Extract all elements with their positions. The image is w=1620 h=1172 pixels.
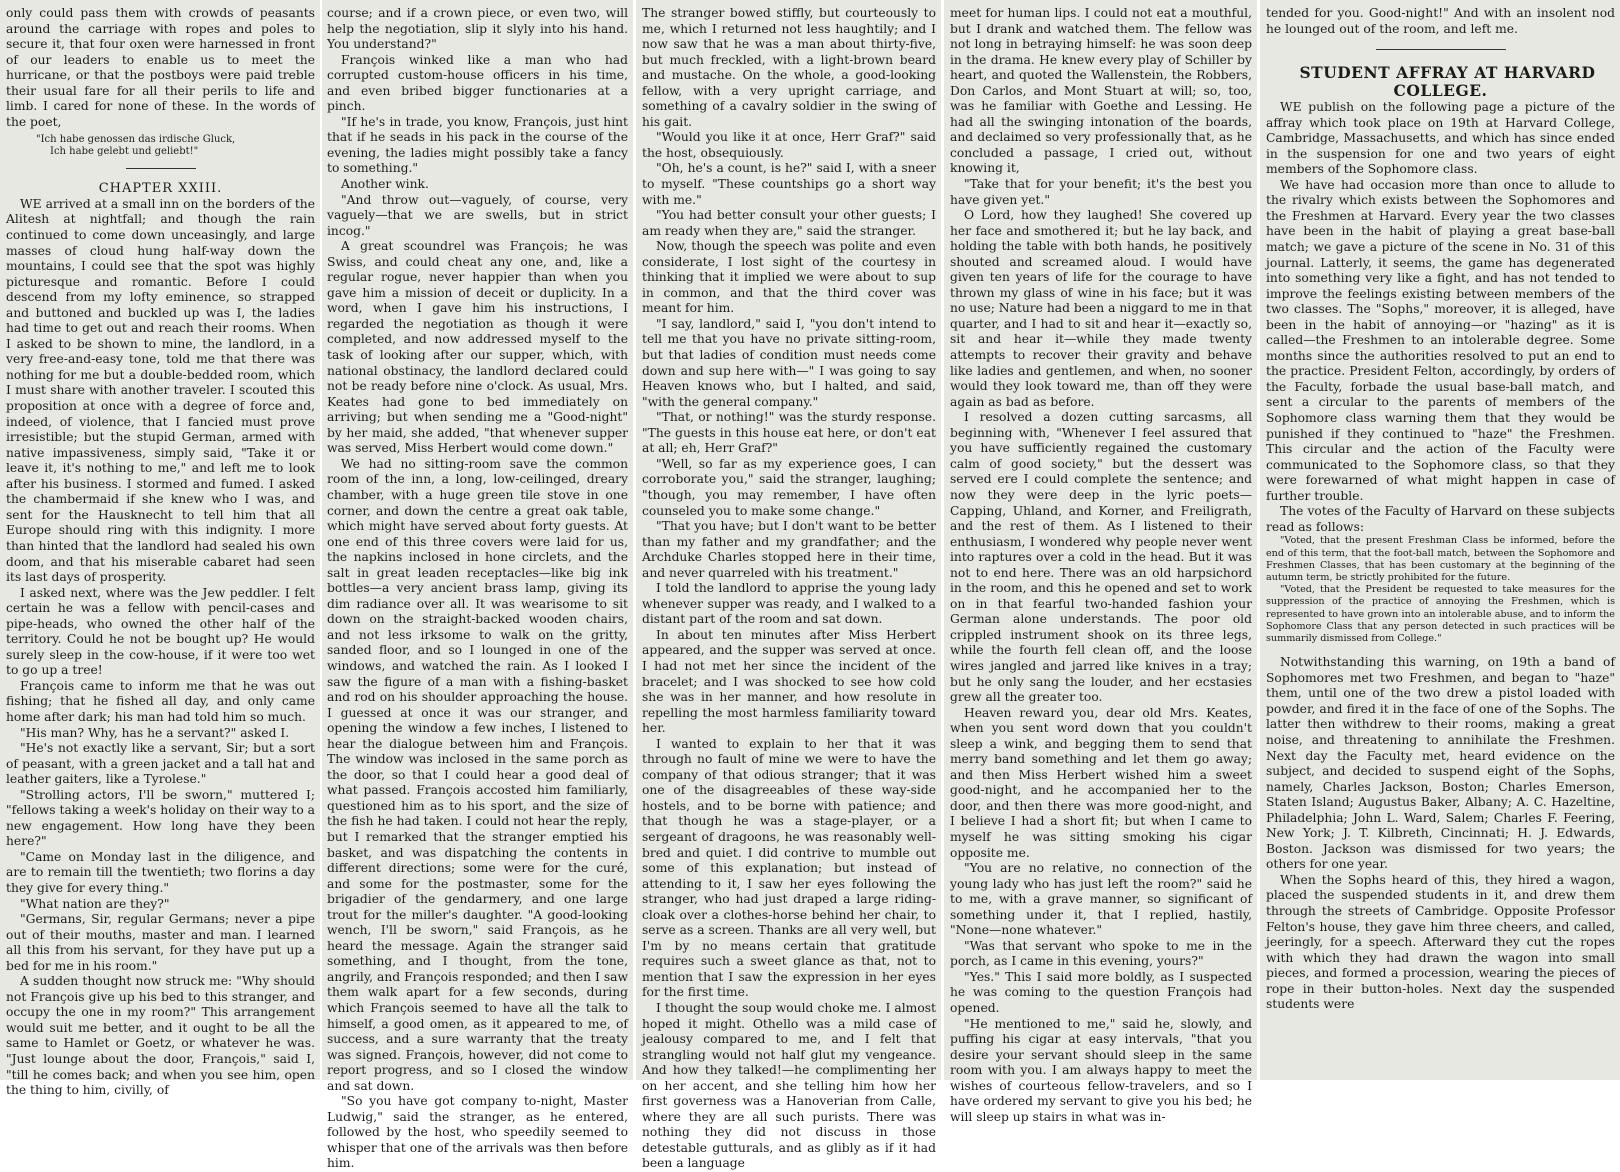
paragraph: In about ten minutes after Miss Herbert appeared, and the supper was served at once. I had not met her since the incident of the bracelet; and I was shocked to see how cold she was in her manner, and how resolute in repelling the most harmless familiarity toward her. — [642, 627, 936, 736]
article-headline: STUDENT AFFRAY AT HARVARD COLLEGE. — [1299, 63, 1596, 101]
faculty-vote-quote: "Voted, that the present Freshman Class be informed, before the end of this term, that the foot-ball match, between the Sophomore and Freshmen Classes, that has been customary at the beginning of the autumn term, be strictly prohibited for the future. — [1266, 535, 1615, 584]
column-4 — [944, 0, 1257, 1124]
paragraph: "So you have got company to-night, Master Ludwig," said the stranger, as he entered, followed by the host, who speedily seemed to whisper that one of the arrivals was then before him. — [327, 1094, 628, 1171]
paragraph: "He mentioned to me," said he, slowly, and puffing his cigar at easy intervals, "that you desire your servant should sleep in the same room with you. I am always happy to meet the wishes of courteous fellow-travelers, and so I have ordered my servant to give you his bed; he will sleep up stairs in what was in- — [950, 1016, 1252, 1124]
paragraph: "Well, so far as my experience goes, I can corroborate you," said the stranger, laughing; "though, you may remember, I have often counseled you to make some change." — [642, 456, 936, 518]
paragraph: I wanted to explain to her that it was through no fault of mine we were to have the company of that odious stranger; that it was one of the disagreeables of these way-side hostels, and to be borne with patience; and that though he was a stage-player, or a sergeant of dragoons, he was reasonably well-bred and quiet. I did contrive to mumble out some of this explanation; but instead of attending to it, I saw her eyes following the stranger, who had just draped a large riding-cloak over a clothes-horse behind her chair, to serve as a screen. Thanks are all very well, but I'm by no means certain that gratitude requires such a sweet glance as that, not to mention that I saw the expression in her eyes for the first time. — [642, 736, 936, 1000]
verse-quote — [36, 134, 315, 158]
section-rule — [126, 168, 196, 169]
paragraph: "Oh, he's a count, is he?" said I, with a sneer to myself. "These countships go a short way with me." — [642, 161, 936, 207]
paragraph: We had no sitting-room save the common room of the inn, a long, low-ceilinged, dreary chamber, with a huge green tile stove in one corner, and down the centre a great oak table, which might have served about forty guests. At one end of this three covers were laid for us, the napkins inclosed in hone circlets, and the salt in great leaden receptacles—like big ink bottles—a very ancient brass lamp, giving its dim radiance over all. It was wearisome to sit down on the straight-backed wooden chairs, and not less irksome to walk on the gritty, sanded floor, and so I lounged in one of the windows, and watched the rain. As I looked I saw the figure of a man with a fishing-basket and rod on his shoulder approaching the house. I guessed at once it was our stranger, and opening the window a few inches, I listened to hear the dialogue between him and François. The window was inclosed in the same porch as the door, so that I could hear a good deal of what passed. François accosted him familiarly, questioned him as to his sport, and the size of the fish he had taken. I could not hear the reply, but I remarked that the stranger emptied his basket, and was dispatching the contents in different directions; some were for the curé, and some for the postmaster, some for the brigadier of the gendarmery, and one large trout for the miller's daughter. "A good-looking wench, I'll be sworn," said François, as he heard the message. Again the stranger said something, and I thought, from the tone, angrily, and François responded; and then I saw them walk apart for a few seconds, during which François seemed to have all the talk to himself, a good omen, as it appeared to me, of success, and a sure warranty that the treaty was signed. François, however, did not come to report progress, and so I closed the window and sat down. — [327, 456, 628, 1093]
paragraph: A great scoundrel was François; he was Swiss, and could cheat any one, and, like a regular rogue, never happier than when you gave him a mission of deceit or duplicity. In a word, when I gave him his instructions, I regarded the negotiation as though it were completed, and now addressed myself to the task of looking after our supper, which, with national obstinacy, the landlord declared could not be ready before nine o'clock. As usual, Mrs. Keates had gone to bed immediately on arriving; but when sending me a "Good-night" by her maid, she added, "that whenever supper was served, Miss Herbert would come down." — [327, 239, 628, 456]
paragraph: "If he's in trade, you know, François, just hint that if he seads in his pack in the course of the evening, the ladies might possibly take a fancy to something." — [327, 114, 628, 176]
paragraph: WE arrived at a small inn on the borders of the Alitesh at nightfall; and though the rain continued to come down unceasingly, and large masses of cloud hung half-way down the mountains, I could see that the spot was highly picturesque and romantic. Before I could descend from my lofty eminence, so strapped and buttoned and buckled up was I, the ladies had time to get out and reach their rooms. When I asked to be shown to mine, the landlord, in a very free-and-easy tone, told me that there was nothing for me but a double-bedded room, which I must share with another traveler. I scouted this proposition at once with a degree of force and, indeed, of violence, that I fancied must prove irresistible; but the stupid German, armed with native impassiveness, simply said, "Take it or leave it, it's nothing to me," and left me to look after his business. I stormed and fumed. I asked the chambermaid if she knew who I was, and sent for the Hausknecht to tell him that all Europe should ring with this indignity. I more than hinted that the landlord had sealed his own doom, and that his miserable cabaret had seen its last days of prosperity. — [6, 196, 315, 585]
column-gutter — [320, 0, 322, 1080]
paragraph: The stranger bowed stiffly, but courteously to me, which I returned not less haughtily; and I now saw that he was a man about thirty-five, but much freckled, with a light-brown beard and mustache. On the whole, a good-looking fellow, with a very upright carriage, and something of a cavalry soldier in the swing of his gait. — [642, 6, 936, 129]
paragraph: "Strolling actors, I'll be sworn," muttered I; "fellows taking a week's holiday on their way to a new engagement. How long have they been here?" — [6, 787, 315, 849]
paragraph: "Was that servant who spoke to me in the porch, as I came in this evening, yours?" — [950, 938, 1252, 969]
paragraph: The votes of the Faculty of Harvard on these subjects read as follows: — [1266, 504, 1615, 534]
paragraph: Another wink. — [341, 177, 429, 192]
column-gutter — [1257, 0, 1259, 1080]
paragraph: "Would you like it at once, Herr Graf?" said the host, obsequiously. — [642, 130, 936, 160]
column-2 — [321, 0, 633, 1171]
paragraph: "You are no relative, no connection of the young lady who has just left the room?" said he to me, with a grave manner, so significant of something under it, that I replied, hastily, "None—none whatever." — [950, 861, 1252, 938]
paragraph: "And throw out—vaguely, of course, very vaguely—that we are swells, but in strict incog." — [327, 192, 628, 238]
column-gutter — [941, 0, 943, 1080]
paragraph: "What nation are they?" — [20, 896, 170, 911]
paragraph: "Came on Monday last in the diligence, and are to remain till the twentieth; two florins a day they give for every thing." — [6, 849, 315, 895]
paragraph: I asked next, where was the Jew peddler. I felt certain he was a fellow with pencil-cases and pipe-heads, who owned the other half of the territory. Could he not be bought up? He would surely sleep in the cow-house, if it were too wet to go up a tree! — [6, 585, 315, 678]
paragraph: When the Sophs heard of this, they hired a wagon, placed the suspended students in it, and drew them through the streets of Cambridge. Opposite Professor Felton's house, they gave him three cheers, and called, jeeringly, for a speech. Afterward they cut the ropes with which they had drawn the wagon into small pieces, and formed a procession, wearing the pieces of rope in their button-holes. Next day the suspended students were — [1266, 872, 1615, 1012]
paragraph: "Take that for your benefit; it's the best you have given yet." — [950, 177, 1252, 207]
paragraph: I resolved a dozen cutting sarcasms, all beginning with, "Whenever I feel assured that you have sufficiently regained the customary calm of good society," but the dessert was served ere I could complete the sentence; and now they were deep in the lyric poets—Capping, Uhland, and Korner, and Freiligrath, and the rest of them. As I listened to their enthusiasm, I wondered why people never went into raptures over a cold in the head. But it was not to end here. There was an old harpsichord in the room, and this he opened and set to work on in that fearful two-handed fashion your German alone understands. The poor old crippled instrument shook on its three legs, while the fourth fell clean off, and the loose wires jangled and jarred like knives in a tray; but he only sang the louder, and her ecstasies grew all the greater too. — [950, 410, 1252, 705]
paragraph: "I say, landlord," said I, "you don't intend to tell me that you have no private sitting-room, but that ladies of condition must needs come down and sup here with—" I was going to say Heaven knows who, but I halted, and said, "with the general company." — [642, 316, 936, 409]
paragraph: "That, or nothing!" was the sturdy response. "The guests in this house eat here, or don't eat at all; eh, Herr Graf?" — [642, 410, 936, 456]
chapter-heading: CHAPTER XXIII. — [98, 181, 223, 197]
paragraph: course; and if a crown piece, or even two, will help the negotiation, slip it slyly into his hand. You understand?" — [327, 6, 628, 52]
paragraph: only could pass them with crowds of peasants around the carriage with ropes and poles to secure it, that four oxen were harnessed in front of our leaders to enable us to meet the hurricane, or that the postboys were paid treble their usual fare for all their perils to life and limb. I cared for none of these. In the words of the poet, — [6, 6, 315, 129]
paragraph: "That you have; but I don't want to be better than my father and my grandfather; and the Archduke Charles stopped here in their time, and never quarreled with his treatment." — [642, 519, 936, 580]
column-1 — [0, 0, 320, 1098]
paragraph: "His man? Why, has he a servant?" asked I. — [20, 725, 290, 740]
paragraph: meet for human lips. I could not eat a mouthful, but I drank and watched them. The fellow was not long in betraying himself: he was soon deep in the drama. He knew every play of Schiller by heart, and quoted the Wallenstein, the Robbers, Don Carlos, and Mont Stuart at will; so, too, was he familiar with Goethe and Lessing. He had all the swinging intonation of the boards, and declaimed so very professionally that, as he concluded a passage, I cried out, without knowing it, — [950, 6, 1252, 176]
paragraph: We have had occasion more than once to allude to the rivalry which exists between the Sophomores and the Freshmen at Harvard. Every year the two classes have been in the habit of playing a great base-ball match; we gave a picture of the scene in No. 31 of this journal. Latterly, it seems, the game has degenerated into something very like a fight, and has not tended to improve the feelings existing between members of the two classes. The "Sophs," moreover, it is alleged, have been in the habit of annoying—or "hazing" as it is called—the Freshmen to an intolerable degree. Some months since the authorities resolved to put an end to the practice. President Felton, accordingly, by orders of the Faculty, forbade the usual base-ball match, and sent a circular to the parents of members of the Sophomore class warning them that they would be punished if they continued to "haze" the Freshmen. This circular and the action of the Faculty were communicated to the Sophomore class, so that they were forewarned of what might happen in case of further trouble. — [1266, 177, 1615, 503]
paragraph: WE publish on the following page a picture of the affray which took place on 19th at Harvard College, Cambridge, Massachusetts, and which has since ended in the suspension for one and two years of eight members of the Sophomore class. — [1266, 100, 1615, 177]
paragraph: O Lord, how they laughed! She covered up her face and smothered it; but he lay back, and holding the table with both hands, he positively shouted and screamed aloud. I would have given ten years of life for the courage to have thrown my glass of wine in his face; but it was no use; Nature had been a niggard to me in that quarter, and I had to sit and hear it—exactly so, sit and hear it—while they made twenty attempts to recover their gravity and behave like ladies and gentlemen, and when, no sooner would they look toward me, than off they were again as bad as before. — [950, 208, 1252, 409]
paragraph: "Germans, Sir, regular Germans; never a pipe out of their mouths, master and man. I learned all this from his servant, for they have put up a bed for me in his room." — [6, 912, 315, 973]
paragraph: Heaven reward you, dear old Mrs. Keates, when you sent word down that you couldn't sleep a wink, and begging them to send that merry band something and let them go away; and then Miss Herbert wished him a sweet good-night, and he accompanied her to the door, and then there was more good-night, and I believe I had a short fit; but when I came to myself he was sitting smoking his cigar opposite me. — [950, 705, 1252, 860]
paragraph: Now, though the speech was polite and even considerate, I lost sight of the courtesy in thinking that it implied we were about to sup in common, and that the third cover was meant for him. — [642, 239, 936, 316]
paragraph: "He's not exactly like a servant, Sir; but a sort of peasant, with a green jacket and a tall hat and leather gaiters, like a Tyrolese." — [6, 741, 315, 787]
column-5 — [1260, 0, 1620, 1080]
faculty-vote-quote: "Voted, that the President be requested to take measures for the suppression of the practice of annoying the Freshmen, which is represented to have grown into an intolerable abuse, and to inform the Sophomore Class that any person detected in such practices will be summarily dismissed from College." — [1266, 584, 1615, 645]
paragraph: Notwithstanding this warning, on 19th a band of Sophomores met two Freshmen, and began to "haze" them, until one of the two drew a pistol loaded with powder, and fired it in the face of one of the Sophs. The latter then withdrew to their rooms, making a great noise, and threatening to annihilate the Freshmen. Next day the Faculty met, heard evidence on the subject, and decided to suspend eight of the Sophs, namely, Charles Jackson, Boston; Charles Emerson, Staten Island; Augustus Baker, Albany; A. C. Hazeltine, Philadelphia; John L. Ward, Salem; Charles F. Feering, New York; J. T. Kilbreth, Cincinnati; H. J. Edwards, Boston. Jackson was dismissed for two years; the others for one year. — [1266, 655, 1615, 872]
paragraph: I thought the soup would choke me. I almost hoped it might. Othello was a mild case of jealousy compared to me, and I felt that strangling would not half glut my vengeance. And how they talked!—he complimenting her on her accent, and she telling him how her first governess was a Hanoverian from Calle, where they are all such purists. There was nothing they did not discuss in those detestable gutturals, and as glibly as if it had been a language — [642, 1001, 936, 1171]
column-3 — [636, 0, 941, 1171]
paragraph: "You had better consult your other guests; I am ready when they are," said the stranger. — [642, 208, 936, 238]
paragraph: A sudden thought now struck me: "Why should not François give up his bed to this stranger, and occupy the one in my room?" This arrangement would suit me better, and it ought to be all the same to Hamlet or Goetz, or whatever he was. "Just lounge about the door, François," said I, "till he comes back; and when you see him, open the thing to him, civilly, of — [6, 974, 315, 1098]
paragraph: tended for you. Good-night!" And with an insolent nod he lounged out of the room, and left me. — [1266, 6, 1615, 36]
article-divider-rule — [1376, 49, 1506, 50]
verse-line: Ich habe gelebt und geliebt!" — [50, 146, 199, 158]
column-gutter — [633, 0, 635, 1080]
paragraph: "Yes." This I said more boldly, as I suspected he was coming to the question François had opened. — [950, 969, 1252, 1015]
paragraph: I told the landlord to apprise the young lady whenever supper was ready, and I walked to a distant part of the room and sat down. — [642, 581, 936, 627]
verse-line: "Ich habe genossen das irdische Gluck, — [36, 134, 236, 146]
paragraph: François came to inform me that he was out fishing; that he fished all day, and only came home after dark; his man had told him so much. — [6, 678, 315, 724]
spacer — [1266, 645, 1615, 655]
paragraph: François winked like a man who had corrupted custom-house officers in his time, and even bribed bigger functionaries at a pinch. — [327, 52, 628, 114]
